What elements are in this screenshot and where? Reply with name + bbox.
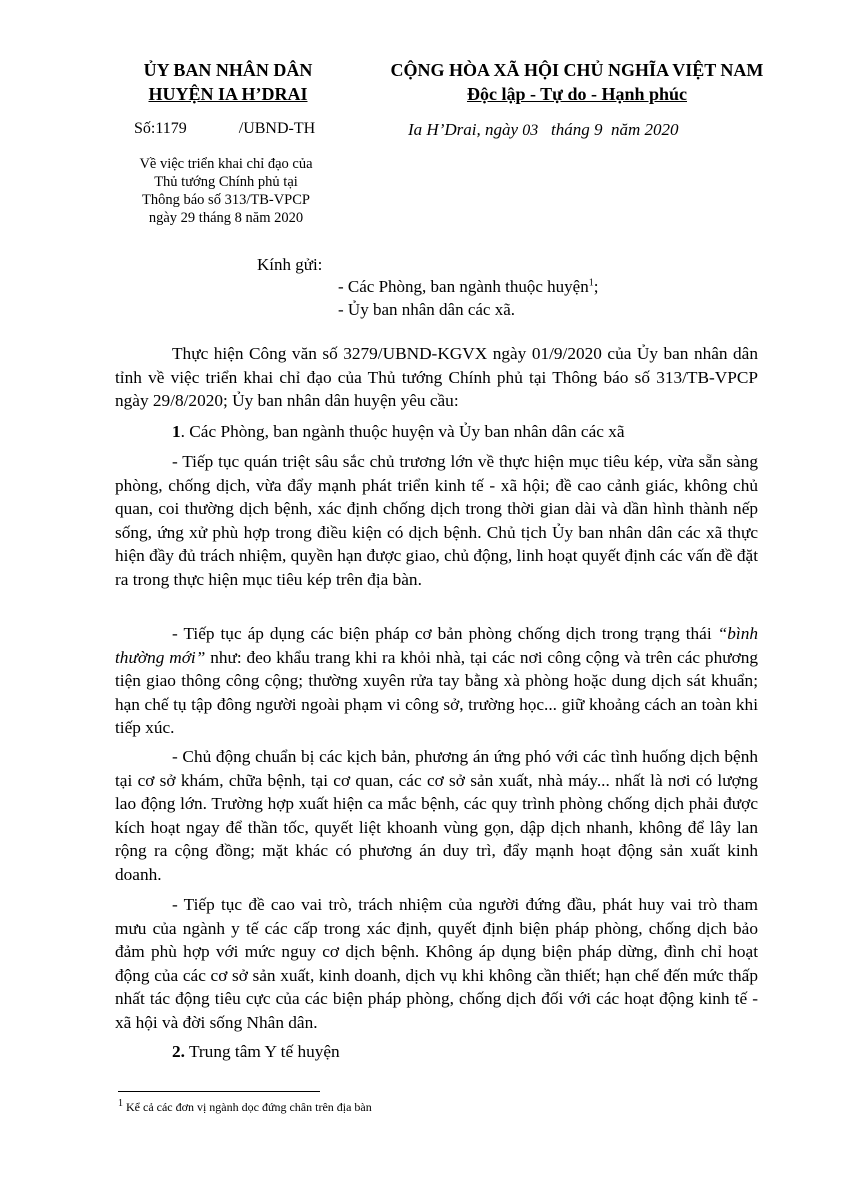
paragraph-2-part-b: như: đeo khẩu trang khi ra khỏi nhà, tại các nơi công cộng và trên các phương tiện giao thông công cộng; thường xuyên rửa tay bằng xà phòng hoặc dung dịch sát khuẩn; hạn chế tụ tập đông người ngoài phạm vi công sở, trường học... giữ khoảng cách an toàn khi tiếp xúc. [115,647,758,737]
recipient-1-text: - Các Phòng, ban ngành thuộc huyện [338,277,589,296]
doc-number-suffix: /UBND-TH [238,120,316,137]
footnote-text: Kể cả các đơn vị ngành dọc đứng chân trên địa bàn [123,1100,372,1114]
paragraph-2 [115,622,758,740]
national-motto [352,58,802,106]
subject-line: Thông báo số 313/TB-VPCP [142,192,310,208]
recipient-2: - Ủy ban nhân dân các xã. [338,300,516,319]
issue-date [408,120,679,140]
intro-paragraph: Thực hiện Công văn số 3279/UBND-KGVX ngày 01/9/2020 của Ủy ban nhân dân tỉnh về việc triển khai chỉ đạo của Thủ tướng Chính phủ tại Thông báo số 313/TB-VPCP ngày 29/8/2020; Ủy ban nhân dân huyện yêu cầu: [115,344,758,410]
footnote-separator [118,1091,320,1092]
section-1-heading [115,420,758,444]
issuing-authority [118,58,338,106]
motto: Độc lập - Tự do - Hạnh phúc [466,84,688,104]
date-place: Ia H’Drai, ngày [408,120,519,139]
section-2-number: 2. [172,1042,185,1061]
subject-line: ngày 29 tháng 8 năm 2020 [148,210,304,226]
subject-line: Thủ tướng Chính phủ tại [154,174,298,190]
date-day: 03 [522,122,539,139]
section-2-heading [115,1040,758,1064]
date-month: tháng 9 [551,120,603,139]
section-1-title: . Các Phòng, ban ngành thuộc huyện và Ủy ban nhân dân các xã [180,422,625,441]
document-number [134,120,315,138]
authority-line-1: ỦY BAN NHÂN DÂN [143,60,313,80]
recipient-1 [338,277,598,297]
section-1-number: 1 [172,422,181,441]
paragraph-3: - Chủ động chuẩn bị các kịch bản, phương án ứng phó với các tình huống dịch bệnh tại cơ sở khám, chữa bệnh, tại cơ quan, các cơ sở sản xuất, nhà máy... nhất là nơi có lượng lao động lớn. Trường hợp xuất hiện ca mắc bệnh, các quy trình phòng chống dịch phải được kích hoạt ngay để thần tốc, quyết liệt khoanh vùng gọn, dập dịch nhanh, không để lây lan rộng ra cộng đồng; mặt khác có phương án duy trì, đẩy mạnh hoạt động sản xuất kinh doanh. [115,747,758,884]
authority-line-2: HUYỆN IA H’DRAI [148,84,308,104]
recipient-1-end: ; [593,277,599,296]
paragraph-2-italic: “bình thường mới” [115,624,758,667]
footnote [118,1100,372,1115]
section-2-title: Trung tâm Y tế huyện [184,1042,340,1061]
subject-block [115,155,337,227]
paragraph-2-part-a: - Tiếp tục áp dụng các biện pháp cơ bản phòng chống dịch trong trạng thái [172,624,718,643]
paragraph-1: - Tiếp tục quán triệt sâu sắc chủ trương lớn về thực hiện mục tiêu kép, vừa sẵn sàng phòng, chống dịch, vừa đẩy mạnh phát triển kinh tế - xã hội; đề cao cảnh giác, không chủ quan, coi thường dịch bệnh, xác định chống dịch trong thời gian dài và dần hình thành nếp sống, ứng xử phù hợp trong điều kiện có dịch bệnh. Chủ tịch Ủy ban nhân dân các xã thực hiện đầy đủ trách nhiệm, quyền hạn được giao, chủ động, linh hoạt quyết định các vấn đề đặt ra trong thực hiện mục tiêu kép trên địa bàn. [115,452,758,589]
footnote-mark: 1 [118,1098,123,1109]
paragraph-4: - Tiếp tục đề cao vai trò, trách nhiệm của người đứng đầu, phát huy vai trò tham mưu của ngành y tế các cấp trong xác định, quyết định biện pháp phòng, chống dịch bảo đảm phù hợp với mức nguy cơ dịch bệnh. Không áp dụng biện pháp dừng, đình chỉ hoạt động của các cơ sở sản xuất, kinh doanh, dịch vụ khi không cần thiết; hạn chế đến mức thấp nhất tác động tiêu cực của các biện pháp phòng, chống dịch đối với các hoạt động kinh tế - xã hội và đời sống Nhân dân. [115,895,758,1032]
salutation: Kính gửi: [257,255,323,274]
nation-name: CỘNG HÒA XÃ HỘI CHỦ NGHĨA VIỆT NAM [390,60,764,80]
doc-number-prefix: Số:1179 [134,120,187,137]
footnote-ref: 1 [588,277,594,289]
date-year: năm 2020 [611,120,679,139]
subject-line: Về việc triển khai chỉ đạo của [139,156,313,172]
